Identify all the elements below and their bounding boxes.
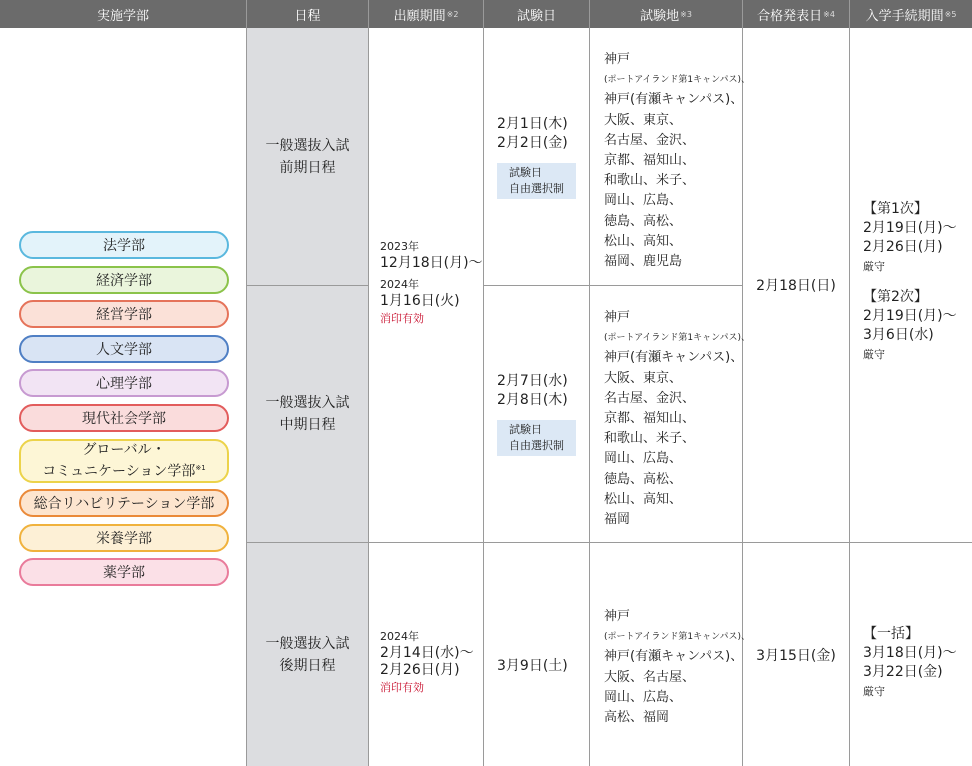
faculty-label: 経営学部 xyxy=(96,307,152,324)
exam-site-line: 徳島、高松、 xyxy=(604,471,683,487)
faculty-label: 人文学部 xyxy=(96,341,152,358)
exam-site-line: 神戸(有瀬キャンパス)、 xyxy=(604,649,744,665)
exam-date-early xyxy=(484,28,590,286)
exam-site-line: (ポートアイランド第1キャンパス)、 xyxy=(604,75,751,86)
exam-site-line: 大阪、東京、 xyxy=(604,370,683,386)
header-application: 出願期間 ※2 xyxy=(369,0,484,28)
faculty-pill xyxy=(19,404,229,432)
schedule-late-line2: 後期日程 xyxy=(279,657,336,674)
enroll-late-label: 【一括】 xyxy=(863,626,919,642)
postmark-note: 消印有効 xyxy=(380,312,424,325)
faculty-pill xyxy=(19,558,229,586)
enroll-second-from: 2月19日(月)～ xyxy=(863,308,957,324)
schedule-late-line1: 一般選抜入試 xyxy=(265,635,350,652)
exam-site-line: 高松、福岡 xyxy=(604,710,670,726)
schedule-early-line2: 前期日程 xyxy=(279,159,336,176)
postmark-note-late: 消印有効 xyxy=(380,681,424,694)
exam-site-line: 大阪、東京、 xyxy=(604,112,683,128)
application-late-date1: 2月14日(水)～ xyxy=(380,645,474,661)
exam-date-mid xyxy=(484,286,590,543)
faculty-pill xyxy=(19,335,229,363)
exam-site-line: 神戸 xyxy=(604,609,631,624)
exam-site-line: 神戸(有瀬キャンパス)、 xyxy=(604,92,744,108)
exam-site-line: 大阪、名古屋、 xyxy=(604,669,696,685)
exam-site-line: 神戸 xyxy=(604,52,631,67)
header-exam-site: 試験地 ※3 xyxy=(590,0,743,28)
faculty-pill xyxy=(19,300,229,328)
header-result: 合格発表日 ※4 xyxy=(743,0,850,28)
result-early-mid xyxy=(743,28,850,543)
exam-site-line: (ポートアイランド第1キャンパス)、 xyxy=(604,333,751,344)
application-date1: 12月18日(月)～ xyxy=(380,255,483,271)
application-date2: 1月16日(火) xyxy=(380,293,460,309)
exam-date-late-1: 3月9日(土) xyxy=(497,658,568,674)
exam-date-late xyxy=(484,543,590,766)
exam-site-line: 福岡、鹿児島 xyxy=(604,254,683,270)
exam-site-line: 神戸(有瀬キャンパス)、 xyxy=(604,350,744,366)
exam-site-line: 名古屋、金沢、 xyxy=(604,390,696,406)
schedule-mid-line1: 一般選抜入試 xyxy=(265,395,350,411)
faculty-label: 現代社会学部 xyxy=(82,410,166,427)
enroll-late xyxy=(850,543,972,766)
exam-date-early-1: 2月1日(木) xyxy=(497,116,568,132)
application-late-year: 2024年 xyxy=(380,630,419,643)
faculty-pill xyxy=(19,369,229,397)
faculty-note: ※1 xyxy=(195,463,206,472)
header-exam-date: 試験日 xyxy=(484,0,590,28)
exam-site-line: 松山、高知、 xyxy=(604,233,683,249)
exam-date-mid-2: 2月8日(木) xyxy=(497,392,568,408)
exam-site-line: 和歌山、米子、 xyxy=(604,431,696,447)
enroll-first-note: 厳守 xyxy=(863,260,885,273)
enroll-late-to: 3月22日(金) xyxy=(863,664,943,680)
free-choice-box-early: 試験日 自由選択制 xyxy=(497,163,576,199)
enroll-second-label: 【第2次】 xyxy=(863,289,928,305)
header-schedule: 日程 xyxy=(247,0,369,28)
result-date-early-mid: 2月18日(日) xyxy=(756,278,836,294)
exam-site-line: 福岡 xyxy=(604,512,631,528)
enroll-first-label: 【第1次】 xyxy=(863,201,928,217)
faculty-pill xyxy=(19,439,229,483)
exam-site-late-list xyxy=(604,607,750,728)
faculty-label-line2: コミュニケーション学部 xyxy=(42,463,196,480)
faculty-list xyxy=(19,231,229,593)
faculty-label: 薬学部 xyxy=(103,565,145,582)
exam-site-line: 岡山、広島、 xyxy=(604,451,683,467)
exam-site-mid-list xyxy=(604,308,750,530)
enroll-early-mid xyxy=(850,28,972,543)
enroll-second-to: 3月6日(水) xyxy=(863,327,934,343)
header-enroll: 入学手続期間 ※5 xyxy=(850,0,972,28)
faculty-label: 経済学部 xyxy=(96,272,152,289)
result-late xyxy=(743,543,850,766)
exam-date-early-2: 2月2日(金) xyxy=(497,135,568,151)
faculty-label: 法学部 xyxy=(103,238,145,254)
exam-site-line: 岡山、広島、 xyxy=(604,689,683,705)
exam-site-early-list xyxy=(604,50,750,272)
enroll-first-from: 2月19日(月)～ xyxy=(863,220,957,236)
exam-site-line: 京都、福知山、 xyxy=(604,411,696,427)
exam-site-line: 岡山、広島、 xyxy=(604,193,683,209)
exam-site-line: 和歌山、米子、 xyxy=(604,173,696,189)
exam-site-line: 神戸 xyxy=(604,310,631,325)
schedule-early xyxy=(247,28,369,286)
faculty-label: グローバル・ xyxy=(82,441,166,458)
exam-site-late xyxy=(590,543,751,766)
exam-date-mid-1: 2月7日(水) xyxy=(497,373,568,389)
exam-site-line: (ポートアイランド第1キャンパス)、 xyxy=(604,632,751,643)
faculty-pill xyxy=(19,524,229,552)
faculty-label: 栄養学部 xyxy=(96,530,152,547)
exam-site-line: 名古屋、金沢、 xyxy=(604,132,696,148)
exam-site-line: 徳島、高松、 xyxy=(604,213,683,229)
schedule-mid xyxy=(247,286,369,543)
faculty-pill xyxy=(19,489,229,517)
application-year2: 2024年 xyxy=(380,278,419,291)
result-date-late: 3月15日(金) xyxy=(756,647,836,664)
enroll-first-to: 2月26日(月) xyxy=(863,239,943,255)
application-year1: 2023年 xyxy=(380,240,419,253)
exam-site-line: 松山、高知、 xyxy=(604,491,683,507)
faculty-label: 心理学部 xyxy=(96,376,152,393)
enroll-late-note: 厳守 xyxy=(863,685,885,698)
enroll-second-note: 厳守 xyxy=(863,348,885,361)
faculty-pill xyxy=(19,266,229,294)
schedule-mid-line2: 中期日程 xyxy=(279,417,336,433)
exam-site-mid xyxy=(590,286,751,543)
application-early-mid xyxy=(369,28,484,543)
schedule-late xyxy=(247,543,369,766)
faculty-pill xyxy=(19,231,229,259)
schedule-early-line1: 一般選抜入試 xyxy=(265,137,350,154)
application-late xyxy=(369,543,484,766)
application-late-date2: 2月26日(月) xyxy=(380,662,460,678)
free-choice-box-mid: 試験日 自由選択制 xyxy=(497,420,576,456)
faculty-label: 総合リハビリテーション学部 xyxy=(33,496,215,513)
exam-site-line: 京都、福知山、 xyxy=(604,153,696,169)
exam-site-early xyxy=(590,28,751,286)
header-faculty: 実施学部 xyxy=(0,0,247,28)
enroll-late-from: 3月18日(月)～ xyxy=(863,645,957,661)
